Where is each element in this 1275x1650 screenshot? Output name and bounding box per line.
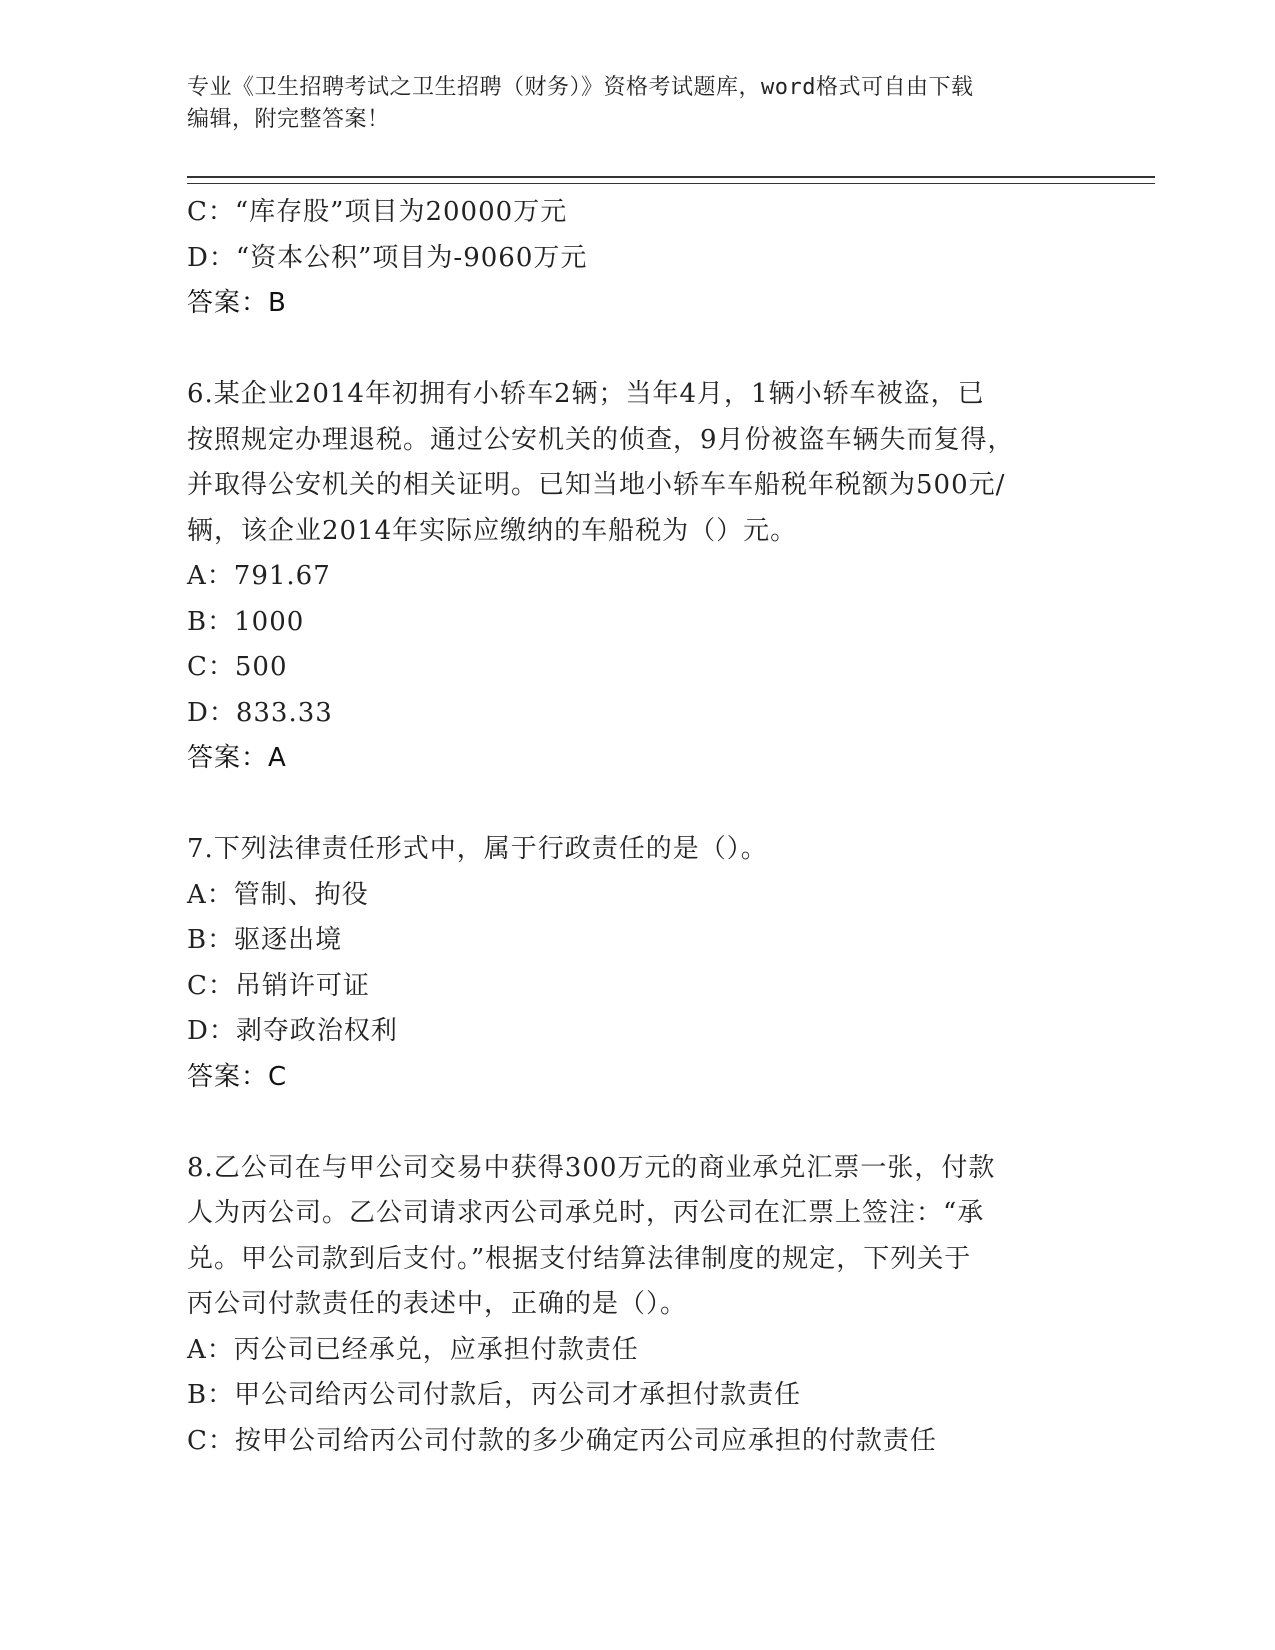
q7-option-b: B：驱逐出境 — [187, 925, 343, 955]
q7-stem: 7.下列法律责任形式中，属于行政责任的是（）。 — [187, 834, 768, 864]
header-line-2: 编辑，附完整答案！ — [187, 107, 390, 132]
q6-option-b: B：1000 — [187, 606, 305, 637]
q6-answer: 答案：A — [187, 743, 287, 773]
q8-option-b: B：甲公司给丙公司付款后，丙公司才承担付款责任 — [187, 1380, 802, 1410]
q7-option-d: D：剥夺政治权利 — [187, 1016, 398, 1046]
question-5-tail — [187, 190, 1087, 327]
question-7 — [187, 827, 1087, 1100]
q7-option-a: A：管制、拘役 — [187, 879, 369, 910]
q6-stem-line-4: 辆，该企业2014年实际应缴纳的车船税为（）元。 — [187, 515, 798, 546]
q6-stem-line-3: 并取得公安机关的相关证明。已知当地小轿车车船税年税额为500元/ — [187, 470, 1006, 500]
page-header — [187, 72, 1087, 136]
q8-stem-line-3: 兑。甲公司款到后支付。”根据支付结算法律制度的规定，下列关于 — [187, 1243, 972, 1274]
header-divider — [187, 176, 1155, 184]
spacer — [187, 782, 1087, 828]
spacer — [187, 1100, 1087, 1146]
q5-option-c: C：“库存股”项目为20000万元 — [187, 197, 568, 227]
q7-answer: 答案：C — [187, 1061, 288, 1092]
q8-stem-line-4: 丙公司付款责任的表述中，正确的是（）。 — [187, 1289, 688, 1319]
q5-answer: 答案：B — [187, 288, 287, 318]
q5-option-d: D：“资本公积”项目为-9060万元 — [187, 242, 588, 273]
q8-stem-line-1: 8.乙公司在与甲公司交易中获得300万元的商业承兑汇票一张，付款 — [187, 1152, 996, 1183]
q6-option-d: D：833.33 — [187, 697, 333, 728]
q8-option-a: A：丙公司已经承兑，应承担付款责任 — [187, 1334, 639, 1365]
q7-option-c: C：吊销许可证 — [187, 970, 370, 1001]
q6-stem-line-2: 按照规定办理退税。通过公安机关的侦查，9月份被盗车辆失而复得， — [187, 424, 1015, 455]
question-8 — [187, 1146, 1087, 1465]
spacer — [187, 327, 1087, 373]
header-line-1: 专业《卫生招聘考试之卫生招聘（财务）》资格考试题库，word格式可自由下载 — [187, 75, 974, 100]
q6-option-c: C：500 — [187, 652, 288, 682]
q8-option-c: C：按甲公司给丙公司付款的多少确定丙公司应承担的付款责任 — [187, 1425, 937, 1456]
question-list — [187, 190, 1087, 1464]
question-6 — [187, 372, 1087, 782]
q8-stem-line-2: 人为丙公司。乙公司请求丙公司承兑时，丙公司在汇票上签注：“承 — [187, 1198, 985, 1228]
q6-stem-line-1: 6.某企业2014年初拥有小轿车2辆；当年4月，1辆小轿车被盗，已 — [187, 379, 985, 409]
q6-option-a: A：791.67 — [187, 561, 331, 591]
